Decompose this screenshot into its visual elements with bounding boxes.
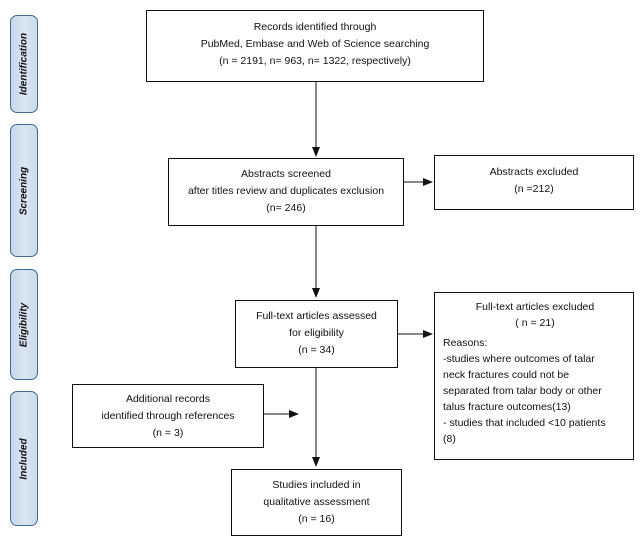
phase-identification — [10, 15, 38, 113]
records-identified-box — [146, 10, 484, 82]
studies-included-box — [231, 469, 402, 536]
phase-label: Included — [18, 437, 30, 480]
phase-label: Screening — [18, 166, 30, 215]
box-line: after titles review and duplicates exclusion — [187, 185, 385, 197]
box-line: Studies included in — [272, 479, 361, 491]
fulltext-assessed-box — [235, 300, 398, 368]
phase-label: Eligibility — [18, 302, 30, 347]
box-line: (n = 2191, n= 963, n= 1322, respectively) — [219, 55, 411, 67]
abstracts-excluded-box — [434, 155, 634, 210]
reason-line: talus fracture outcomes(13) — [443, 401, 571, 413]
box-line: Full-text articles excluded — [475, 301, 595, 313]
abstracts-screened-box — [168, 158, 404, 226]
box-line: identified through references — [101, 410, 235, 422]
box-line: (n =212) — [514, 183, 554, 195]
additional-records-box — [72, 384, 264, 448]
reason-line: (8) — [443, 433, 456, 445]
box-line: qualitative assessment — [263, 496, 370, 508]
reason-line: separated from talar body or other — [443, 385, 602, 397]
box-line: (n = 3) — [152, 427, 184, 439]
box-line: ( n = 21) — [515, 317, 555, 329]
phase-label: Identification — [18, 32, 30, 96]
box-line: (n = 16) — [298, 513, 335, 525]
box-line: Additional records — [125, 393, 211, 405]
phase-screening — [10, 124, 38, 257]
reason-line: - studies that included <10 patients — [443, 417, 606, 429]
reason-line: -studies where outcomes of talar — [443, 353, 595, 365]
box-line: for eligibility — [289, 327, 344, 339]
box-line: Records identified through — [253, 21, 377, 33]
box-line: (n= 246) — [266, 202, 306, 214]
reason-line: Reasons: — [443, 337, 488, 349]
phase-eligibility — [10, 269, 38, 380]
fulltext-excluded-box — [434, 292, 634, 460]
reason-line: neck fractures could not be — [443, 369, 570, 381]
box-line: Full-text articles assessed — [256, 310, 377, 322]
phase-included — [10, 391, 38, 526]
box-line: Abstracts excluded — [489, 166, 579, 178]
box-line: (n = 34) — [298, 344, 335, 356]
box-line: PubMed, Embase and Web of Science searching — [200, 38, 430, 50]
box-line: Abstracts screened — [241, 168, 331, 180]
